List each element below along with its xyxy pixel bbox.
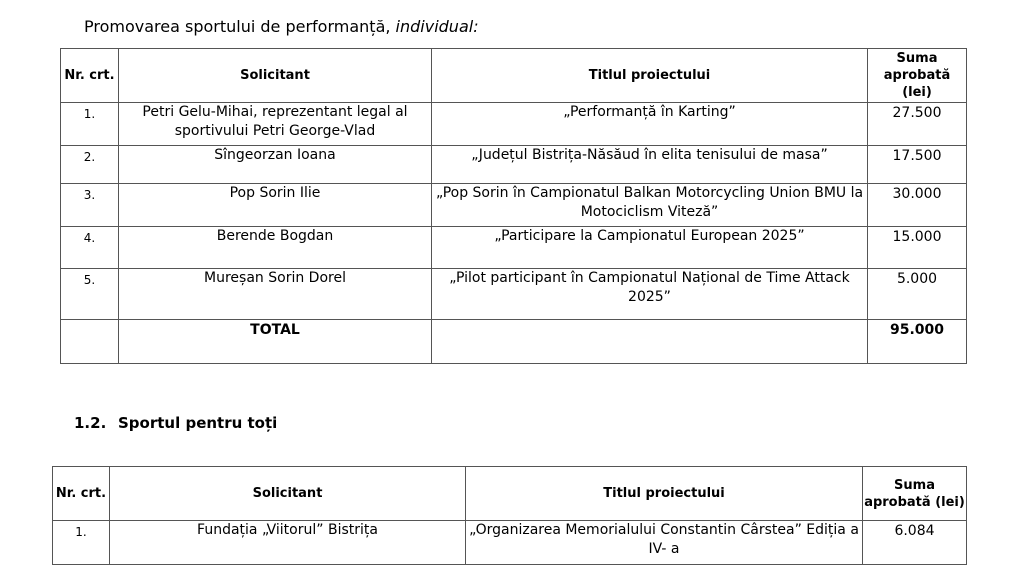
performance-table [60,48,967,364]
section-number: 1.2. [74,414,107,432]
total-value: 95.000 [868,320,967,364]
sport-pentru-toti-table [52,466,967,565]
cell-suma: 15.000 [868,227,967,269]
table-row [61,184,967,227]
header-nr: Nr. crt. [61,49,119,103]
cell-solicitant: Petri Gelu-Mihai, reprezentant legal al sportivului Petri George-Vlad [119,103,432,146]
cell-suma: 5.000 [868,269,967,320]
cell-solicitant: Mureșan Sorin Dorel [119,269,432,320]
section-heading-performance [84,17,479,36]
cell-suma: 30.000 [868,184,967,227]
cell-titlu: „Participare la Campionatul European 2025” [432,227,868,269]
table-row [61,269,967,320]
table-row [61,103,967,146]
cell-empty [61,320,119,364]
table-header-row [61,49,967,103]
cell-suma: 6.084 [863,521,967,565]
cell-solicitant: Berende Bogdan [119,227,432,269]
cell-solicitant: Fundația „Viitorul” Bistrița [110,521,466,565]
cell-nr: 1. [53,521,110,565]
cell-titlu: „Performanță în Karting” [432,103,868,146]
heading-italic-text: individual: [395,17,479,36]
header-titlu: Titlul proiectului [432,49,868,103]
cell-solicitant: Pop Sorin Ilie [119,184,432,227]
cell-nr: 4. [61,227,119,269]
cell-nr: 3. [61,184,119,227]
cell-nr: 2. [61,146,119,184]
cell-titlu: „Pop Sorin în Campionatul Balkan Motorcycling Union BMU la Motociclism Viteză” [432,184,868,227]
cell-titlu: „Județul Bistrița-Năsăud în elita tenisului de masa” [432,146,868,184]
header-solicitant: Solicitant [110,467,466,521]
header-solicitant: Solicitant [119,49,432,103]
cell-nr: 5. [61,269,119,320]
cell-solicitant: Sîngeorzan Ioana [119,146,432,184]
cell-suma: 27.500 [868,103,967,146]
table-row [61,146,967,184]
table-row [61,227,967,269]
table-header-row [53,467,967,521]
cell-titlu: „Organizarea Memorialului Constantin Cârstea” Ediția a IV- a [466,521,863,565]
header-nr: Nr. crt. [53,467,110,521]
header-suma: Suma aprobată (lei) [863,467,967,521]
total-label: TOTAL [119,320,432,364]
header-suma: Suma aprobată (lei) [868,49,967,103]
section-heading-sport-pentru-toti [74,414,277,432]
section-title: Sportul pentru toți [118,414,278,432]
table-total-row [61,320,967,364]
cell-titlu: „Pilot participant în Campionatul Național de Time Attack 2025” [432,269,868,320]
cell-nr: 1. [61,103,119,146]
heading-text: Promovarea sportului de performanță, [84,17,396,36]
table-row [53,521,967,565]
cell-empty [432,320,868,364]
cell-suma: 17.500 [868,146,967,184]
header-titlu: Titlul proiectului [466,467,863,521]
